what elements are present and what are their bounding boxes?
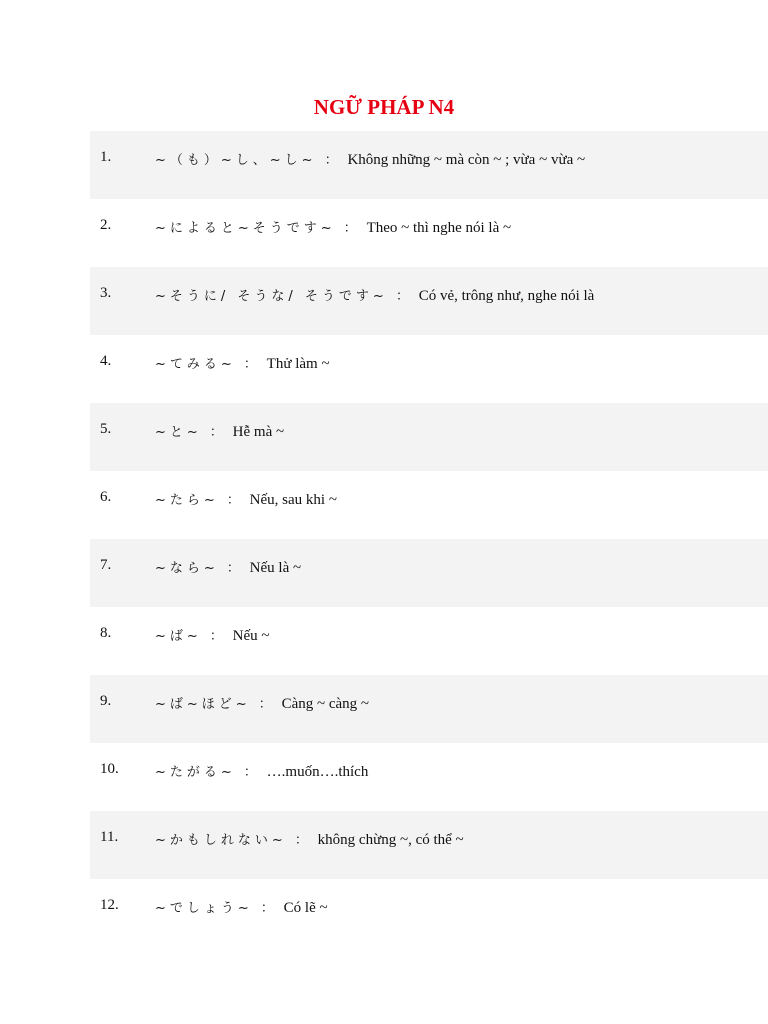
grammar-meaning: Nếu là ~ <box>249 560 302 576</box>
list-item <box>90 131 768 199</box>
grammar-pattern: ~でしょう~ ： <box>155 901 278 916</box>
item-text <box>155 422 284 443</box>
item-text <box>155 286 594 307</box>
item-number: 6. <box>100 489 112 505</box>
grammar-pattern: ~てみる~ ： <box>155 357 261 372</box>
grammar-pattern: ~ば~ほど~ ： <box>155 697 276 712</box>
list-item <box>90 607 768 675</box>
item-number: 5. <box>100 421 112 437</box>
item-text <box>155 694 369 715</box>
grammar-meaning: Càng ~ càng ~ <box>281 696 370 712</box>
item-text <box>155 558 301 579</box>
list-item <box>90 335 768 403</box>
list-item <box>90 267 768 335</box>
item-text <box>155 354 330 375</box>
grammar-meaning: không chừng ~, có thể ~ <box>317 832 464 848</box>
list-item <box>90 403 768 471</box>
grammar-meaning: Theo ~ thì nghe nói là ~ <box>366 220 512 236</box>
list-item <box>90 743 768 811</box>
list-item <box>90 879 768 947</box>
item-text <box>155 898 328 919</box>
grammar-pattern: ~なら~ ： <box>155 561 244 576</box>
item-number: 1. <box>100 149 112 165</box>
grammar-pattern: ~たら~ ： <box>155 493 244 508</box>
grammar-pattern: ~かもしれない~ ： <box>155 833 312 848</box>
grammar-meaning: Nếu ~ <box>232 628 270 644</box>
grammar-pattern: ~たがる~ ： <box>155 765 261 780</box>
item-number: 2. <box>100 217 112 233</box>
item-text <box>155 626 270 647</box>
list-item <box>90 675 768 743</box>
item-text <box>155 830 464 851</box>
grammar-meaning: Có vẻ, trông như, nghe nói là <box>418 288 595 304</box>
grammar-meaning: Hễ mà ~ <box>232 424 285 440</box>
grammar-pattern: ~と~ ： <box>155 425 227 440</box>
grammar-pattern: ~によると~そうです~ ： <box>155 221 361 236</box>
grammar-pattern: ~ば~ ： <box>155 629 227 644</box>
item-text <box>155 490 337 511</box>
grammar-pattern: ~そうに/ そうな/ そうです~ ： <box>155 289 413 304</box>
item-text <box>155 762 368 783</box>
page-title: NGỮ PHÁP N4 <box>313 95 455 119</box>
list-item <box>90 539 768 607</box>
item-number: 12. <box>100 897 119 913</box>
item-text <box>155 218 511 239</box>
grammar-meaning: Thử làm ~ <box>266 356 330 372</box>
grammar-list <box>90 131 768 947</box>
grammar-meaning: Không những ~ mà còn ~ ; vừa ~ vừa ~ <box>347 152 586 168</box>
item-number: 4. <box>100 353 112 369</box>
item-text <box>155 150 585 171</box>
item-number: 9. <box>100 693 112 709</box>
list-item <box>90 811 768 879</box>
item-number: 3. <box>100 285 112 301</box>
list-item <box>90 199 768 267</box>
list-item <box>90 471 768 539</box>
item-number: 8. <box>100 625 112 641</box>
grammar-meaning: ….muốn….thích <box>266 764 369 780</box>
grammar-meaning: Có lẽ ~ <box>283 900 328 916</box>
grammar-meaning: Nếu, sau khi ~ <box>249 492 337 508</box>
grammar-pattern: ~（も）~し、~し~ ： <box>155 153 342 168</box>
item-number: 7. <box>100 557 112 573</box>
item-number: 10. <box>100 761 119 777</box>
item-number: 11. <box>100 829 119 845</box>
